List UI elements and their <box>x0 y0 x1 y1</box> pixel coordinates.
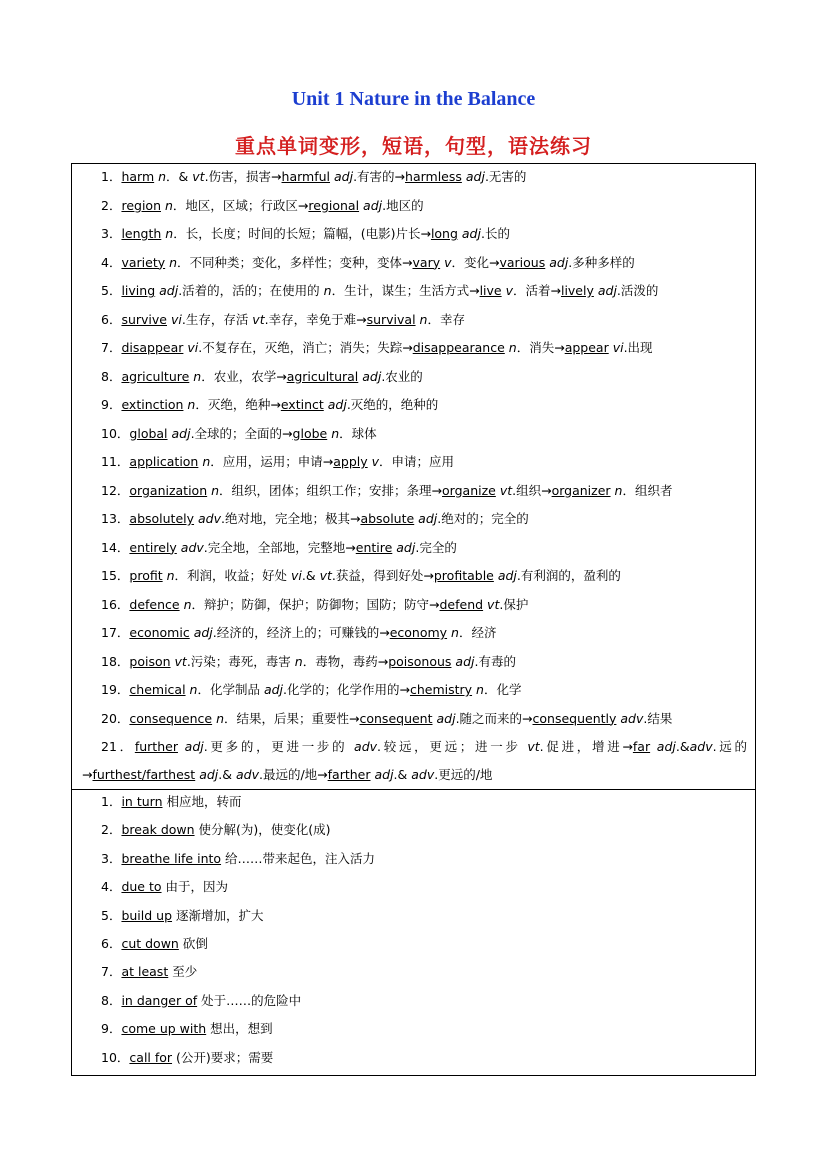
phrase-entry <box>101 793 747 811</box>
definition-text: .绝对地，完全地；极其→ <box>221 511 361 526</box>
word-entry <box>101 482 747 500</box>
definition-text: ．组织，团体；组织工作；安排；条理→ <box>219 482 443 498</box>
part-of-speech: n <box>162 568 175 583</box>
word-entry <box>101 339 747 357</box>
definition-text: ．组织者 <box>622 482 673 498</box>
key-term: absolutely <box>129 511 195 526</box>
key-term: cut down <box>121 936 179 951</box>
definition-text: 4． <box>101 879 122 895</box>
definition-text: .灭绝的，绝种的 <box>346 397 439 412</box>
key-term: length <box>121 226 162 241</box>
part-of-speech: vi <box>291 568 302 583</box>
phrase-entry <box>101 992 747 1010</box>
definition-text: 1． <box>101 794 122 809</box>
part-of-speech: n <box>212 710 224 726</box>
definition-text: .活着的，活的；在使用的 <box>178 283 324 298</box>
definition-text: .& <box>301 568 316 583</box>
key-term: vary <box>412 254 441 270</box>
part-of-speech: adj <box>414 511 438 526</box>
part-of-speech: adj <box>358 368 382 384</box>
definition-text: 6． <box>101 936 122 951</box>
definition-text: 8． <box>101 368 122 384</box>
key-term: farther <box>327 767 371 782</box>
part-of-speech: adj <box>432 710 456 726</box>
key-term: absolute <box>360 511 415 526</box>
definition-text: .获益，得到好处→ <box>331 568 434 583</box>
definition-text: 7． <box>101 964 122 980</box>
key-term: region <box>121 197 161 213</box>
key-term: globe <box>292 425 328 441</box>
definition-text: ．灭绝，绝种→ <box>195 397 281 412</box>
word-entry <box>101 567 747 585</box>
key-term: harmless <box>405 169 462 184</box>
definition-text: .组织→ <box>512 482 552 498</box>
definition-text: .远的→ <box>82 739 748 782</box>
key-term: entirely <box>129 539 177 555</box>
definition-text: .地区的 <box>382 197 424 213</box>
definition-text: 1． <box>101 169 122 184</box>
definition-text: 13． <box>101 511 130 526</box>
definition-text: ．申请；应用 <box>379 454 455 469</box>
definition-text: .保护 <box>499 596 529 612</box>
part-of-speech: adj <box>189 625 213 640</box>
definition-text: .幸存，幸免于难→ <box>264 311 367 327</box>
key-term: extinction <box>121 397 184 412</box>
key-term: break down <box>121 822 195 838</box>
definition-text: .完全的 <box>415 539 457 555</box>
part-of-speech: n <box>415 311 428 327</box>
definition-text: .全球的；全面的→ <box>190 425 293 441</box>
definition-text: ．长，长度；时间的长短；篇幅，(电影)片长→ <box>173 226 431 241</box>
word-entry <box>101 624 747 642</box>
definition-text: 11． <box>101 454 130 469</box>
key-term: harm <box>121 169 155 184</box>
key-term: organizer <box>551 482 611 498</box>
part-of-speech: vi <box>608 340 624 355</box>
definition-text: 10． <box>101 425 130 441</box>
word-entry <box>101 282 747 300</box>
key-term: regional <box>308 197 360 213</box>
word-entry <box>101 197 747 215</box>
definition-text: 19． <box>101 682 130 697</box>
key-term: extinct <box>280 397 324 412</box>
definition-text: 给……带来起色，注入活力 <box>221 850 376 866</box>
part-of-speech: vt <box>483 596 500 612</box>
part-of-speech: vi <box>183 340 199 355</box>
phrase-entry <box>101 935 747 953</box>
definition-text: 使分解(为)，使变化(成) <box>194 822 331 838</box>
definition-text: ．地区，区域；行政区→ <box>172 197 309 213</box>
part-of-speech: n <box>154 169 167 184</box>
definition-text: .& <box>218 767 232 782</box>
key-term: chemistry <box>409 682 473 697</box>
key-term: agricultural <box>286 368 359 384</box>
part-of-speech: adj <box>593 283 617 298</box>
phrase-entry <box>101 1020 747 1038</box>
definition-text: ．农业，农学→ <box>201 368 287 384</box>
definition-text: 2． <box>101 197 122 213</box>
key-term: far <box>632 739 651 754</box>
definition-text: ．辩护；防御，保护；防御物；国防；防守→ <box>191 596 440 612</box>
word-entry <box>101 254 747 272</box>
definition-text: (公开)要求；需要 <box>172 1049 274 1065</box>
definition-text: .有毒的 <box>474 653 516 669</box>
part-of-speech: n <box>323 283 332 298</box>
page-title: Unit 1 Nature in the Balance <box>291 88 536 110</box>
part-of-speech: n <box>183 397 196 412</box>
part-of-speech: adj <box>650 739 676 754</box>
definition-text: .绝对的；完全的 <box>437 511 529 526</box>
phrase-entry <box>101 821 747 839</box>
definition-text: 16． <box>101 596 130 612</box>
key-term: economic <box>129 625 190 640</box>
part-of-speech: adv <box>407 767 435 782</box>
definition-text: .结果 <box>643 710 673 726</box>
key-term: poison <box>129 653 171 669</box>
part-of-speech: adj <box>461 169 485 184</box>
part-of-speech: vi <box>167 311 182 327</box>
phrases-box <box>71 789 756 1076</box>
part-of-speech: n <box>447 625 459 640</box>
definition-text: .无害的 <box>484 169 527 184</box>
key-term: call for <box>129 1049 173 1065</box>
phrase-entry <box>101 878 747 896</box>
part-of-speech: adj <box>451 653 475 669</box>
definition-text: ．幸存 <box>427 311 465 327</box>
phrase-entry <box>101 850 747 868</box>
part-of-speech: n <box>161 197 173 213</box>
definition-text: 3． <box>101 226 122 241</box>
definition-text: ．化学制品 <box>197 682 264 697</box>
part-of-speech: v <box>501 283 513 298</box>
key-term: at least <box>121 964 169 980</box>
key-term: long <box>430 226 458 241</box>
key-term: breathe life into <box>121 850 222 866</box>
definition-text: ．球体 <box>339 425 377 441</box>
key-term: apply <box>333 454 368 469</box>
key-term: lively <box>560 283 594 298</box>
phrase-entry <box>101 963 747 981</box>
definition-text: .生存，存活 <box>181 311 253 327</box>
part-of-speech: vt <box>495 482 513 498</box>
definition-text: 10． <box>101 1049 130 1065</box>
definition-text: .有利润的，盈利的 <box>516 568 621 583</box>
word-entry <box>101 596 747 614</box>
definition-text: 4． <box>101 254 122 270</box>
definition-text: 2． <box>101 822 122 838</box>
part-of-speech: adj <box>359 197 383 213</box>
part-of-speech: adv <box>616 710 644 726</box>
part-of-speech: vt <box>252 311 265 327</box>
definition-text: .促进，增进→ <box>539 739 633 754</box>
key-term: organization <box>129 482 208 498</box>
definition-text: 逐渐增加，扩大 <box>172 907 264 923</box>
part-of-speech: adv <box>689 739 713 754</box>
key-term: living <box>121 283 156 298</box>
key-term: further <box>134 739 178 754</box>
definition-text: 由于，因为 <box>161 879 229 895</box>
definition-text: .& <box>675 739 690 754</box>
part-of-speech: adv <box>176 539 204 555</box>
word-entry <box>101 539 747 557</box>
definition-text: .伤害，损害→ <box>204 169 282 184</box>
definition-text: 5． <box>101 283 122 298</box>
definition-text: 9． <box>101 397 122 412</box>
part-of-speech: n <box>294 653 303 669</box>
definition-text: ．生计，谋生；生活方式→ <box>331 283 480 298</box>
definition-text: .随之而来的→ <box>455 710 533 726</box>
definition-text: .农业的 <box>381 368 423 384</box>
key-term: survival <box>366 311 416 327</box>
key-term: disappearance <box>412 340 505 355</box>
definition-text: ．不同种类；变化，多样性；变种，变体→ <box>177 254 413 270</box>
definition-text: ．化学 <box>483 682 522 697</box>
key-term: harmful <box>281 169 331 184</box>
definition-text: ．利润，收益；好处 <box>174 568 292 583</box>
definition-text: .& <box>393 767 408 782</box>
definition-text: 18． <box>101 653 130 669</box>
phrase-entry <box>101 1049 747 1067</box>
key-term: profit <box>129 568 163 583</box>
definition-text: 想出，想到 <box>206 1021 273 1037</box>
word-entry <box>101 396 747 414</box>
definition-text: 15． <box>101 568 130 583</box>
part-of-speech: vt <box>188 169 205 184</box>
part-of-speech: adv <box>354 739 378 754</box>
definition-text: 相应地，转而 <box>162 794 242 809</box>
part-of-speech: n <box>185 682 198 697</box>
key-term: defend <box>439 596 484 612</box>
definition-text: 砍倒 <box>178 936 208 951</box>
definition-text: .出现 <box>623 340 653 355</box>
word-entry <box>101 311 747 329</box>
definition-text: .多种多样的 <box>568 254 635 270</box>
key-term: profitable <box>433 568 494 583</box>
definition-text: ．经济 <box>458 625 497 640</box>
definition-text: .最远的/地→ <box>258 767 328 782</box>
key-term: appear <box>564 340 609 355</box>
key-term: application <box>129 454 199 469</box>
word-forms-box <box>71 163 756 790</box>
part-of-speech: adj <box>323 397 347 412</box>
key-term: build up <box>121 907 173 923</box>
key-term: disappear <box>121 340 184 355</box>
part-of-speech: adj <box>177 739 204 754</box>
key-term: organize <box>442 482 496 498</box>
part-of-speech: adj <box>167 425 191 441</box>
word-entry <box>101 710 747 728</box>
definition-text: .经济的，经济上的；可赚钱的→ <box>212 625 390 640</box>
definition-text: 14． <box>101 539 130 555</box>
part-of-speech: n <box>472 682 484 697</box>
part-of-speech: n <box>207 482 220 498</box>
part-of-speech: adj <box>457 226 481 241</box>
part-of-speech: adj <box>493 568 517 583</box>
definition-text: .更远的/地 <box>434 767 493 782</box>
definition-text: ．& <box>166 169 189 184</box>
word-entry <box>101 453 747 471</box>
word-entry <box>101 510 747 528</box>
definition-text: ．活着→ <box>512 283 561 298</box>
part-of-speech: v <box>367 454 380 469</box>
key-term: chemical <box>129 682 186 697</box>
definition-text: .更多的，更进一步的 <box>203 739 355 754</box>
part-of-speech: vt <box>315 568 332 583</box>
part-of-speech: vt <box>527 739 540 754</box>
word-entry <box>101 681 747 699</box>
definition-text: .活泼的 <box>616 283 659 298</box>
definition-text: .不复存在，灭绝，消亡；消失；失踪→ <box>198 340 413 355</box>
part-of-speech: n <box>165 254 178 270</box>
definition-text: 6． <box>101 311 122 327</box>
part-of-speech: n <box>327 425 340 441</box>
definition-text: 17． <box>101 625 130 640</box>
key-term: various <box>499 254 546 270</box>
definition-text: 7． <box>101 340 122 355</box>
definition-text: ．变化→ <box>451 254 500 270</box>
key-term: entire <box>355 539 393 555</box>
key-term: furthest/farthest <box>92 767 196 782</box>
definition-text: ．消失→ <box>516 340 565 355</box>
definition-text: ．应用，运用；申请→ <box>210 454 334 469</box>
key-term: due to <box>121 879 162 895</box>
key-term: agriculture <box>121 368 190 384</box>
word-entry <box>101 368 747 386</box>
definition-text: ．毒物，毒药→ <box>302 653 389 669</box>
key-term: consequently <box>532 710 617 726</box>
definition-text: 20． <box>101 710 130 726</box>
page-subtitle: 重点单词变形，短语，句型，语法练习 <box>235 134 592 158</box>
part-of-speech: n <box>161 226 174 241</box>
word-entry <box>101 653 747 671</box>
part-of-speech: adj <box>392 539 416 555</box>
key-term: in danger of <box>121 992 198 1008</box>
definition-text: 5． <box>101 907 122 923</box>
definition-text: .化学的；化学作用的→ <box>283 682 410 697</box>
key-term: defence <box>129 596 180 612</box>
part-of-speech: adv <box>232 767 259 782</box>
definition-text: 9． <box>101 1021 122 1037</box>
key-term: survive <box>121 311 167 327</box>
definition-text: .较远，更远；进一步 <box>377 739 528 754</box>
part-of-speech: adj <box>370 767 394 782</box>
definition-text: .有害的→ <box>353 169 406 184</box>
part-of-speech: n <box>504 340 517 355</box>
part-of-speech: adj <box>330 169 354 184</box>
part-of-speech: n <box>189 368 202 384</box>
definition-text: 8． <box>101 992 122 1008</box>
part-of-speech: adj <box>545 254 569 270</box>
definition-text: .长的 <box>480 226 510 241</box>
definition-text: 处于……的危险中 <box>197 992 302 1008</box>
definition-text: 21． <box>101 739 135 754</box>
definition-text: .污染；毒死，毒害 <box>186 653 295 669</box>
word-entry <box>101 225 747 243</box>
part-of-speech: adv <box>194 511 221 526</box>
part-of-speech: n <box>610 482 623 498</box>
key-term: live <box>479 283 502 298</box>
part-of-speech: n <box>198 454 211 469</box>
definition-text: 至少 <box>168 964 198 980</box>
key-term: poisonous <box>388 653 452 669</box>
key-term: consequence <box>129 710 213 726</box>
part-of-speech: v <box>440 254 452 270</box>
key-term: in turn <box>121 794 163 809</box>
definition-text: 3． <box>101 850 122 866</box>
key-term: global <box>129 425 168 441</box>
word-entry <box>101 425 747 443</box>
key-term: come up with <box>121 1021 207 1037</box>
part-of-speech: adj <box>263 682 284 697</box>
part-of-speech: adj <box>195 767 219 782</box>
definition-text: .完全地，全部地，完整地→ <box>203 539 356 555</box>
part-of-speech: adj <box>155 283 179 298</box>
key-term: economy <box>389 625 448 640</box>
word-entry <box>101 168 747 186</box>
definition-text: 12． <box>101 482 130 498</box>
definition-text: ．结果，后果；重要性→ <box>224 710 360 726</box>
phrase-entry <box>101 907 747 925</box>
word-entry <box>82 733 747 789</box>
part-of-speech: vt <box>170 653 187 669</box>
part-of-speech: n <box>179 596 192 612</box>
key-term: variety <box>121 254 166 270</box>
key-term: consequent <box>359 710 433 726</box>
